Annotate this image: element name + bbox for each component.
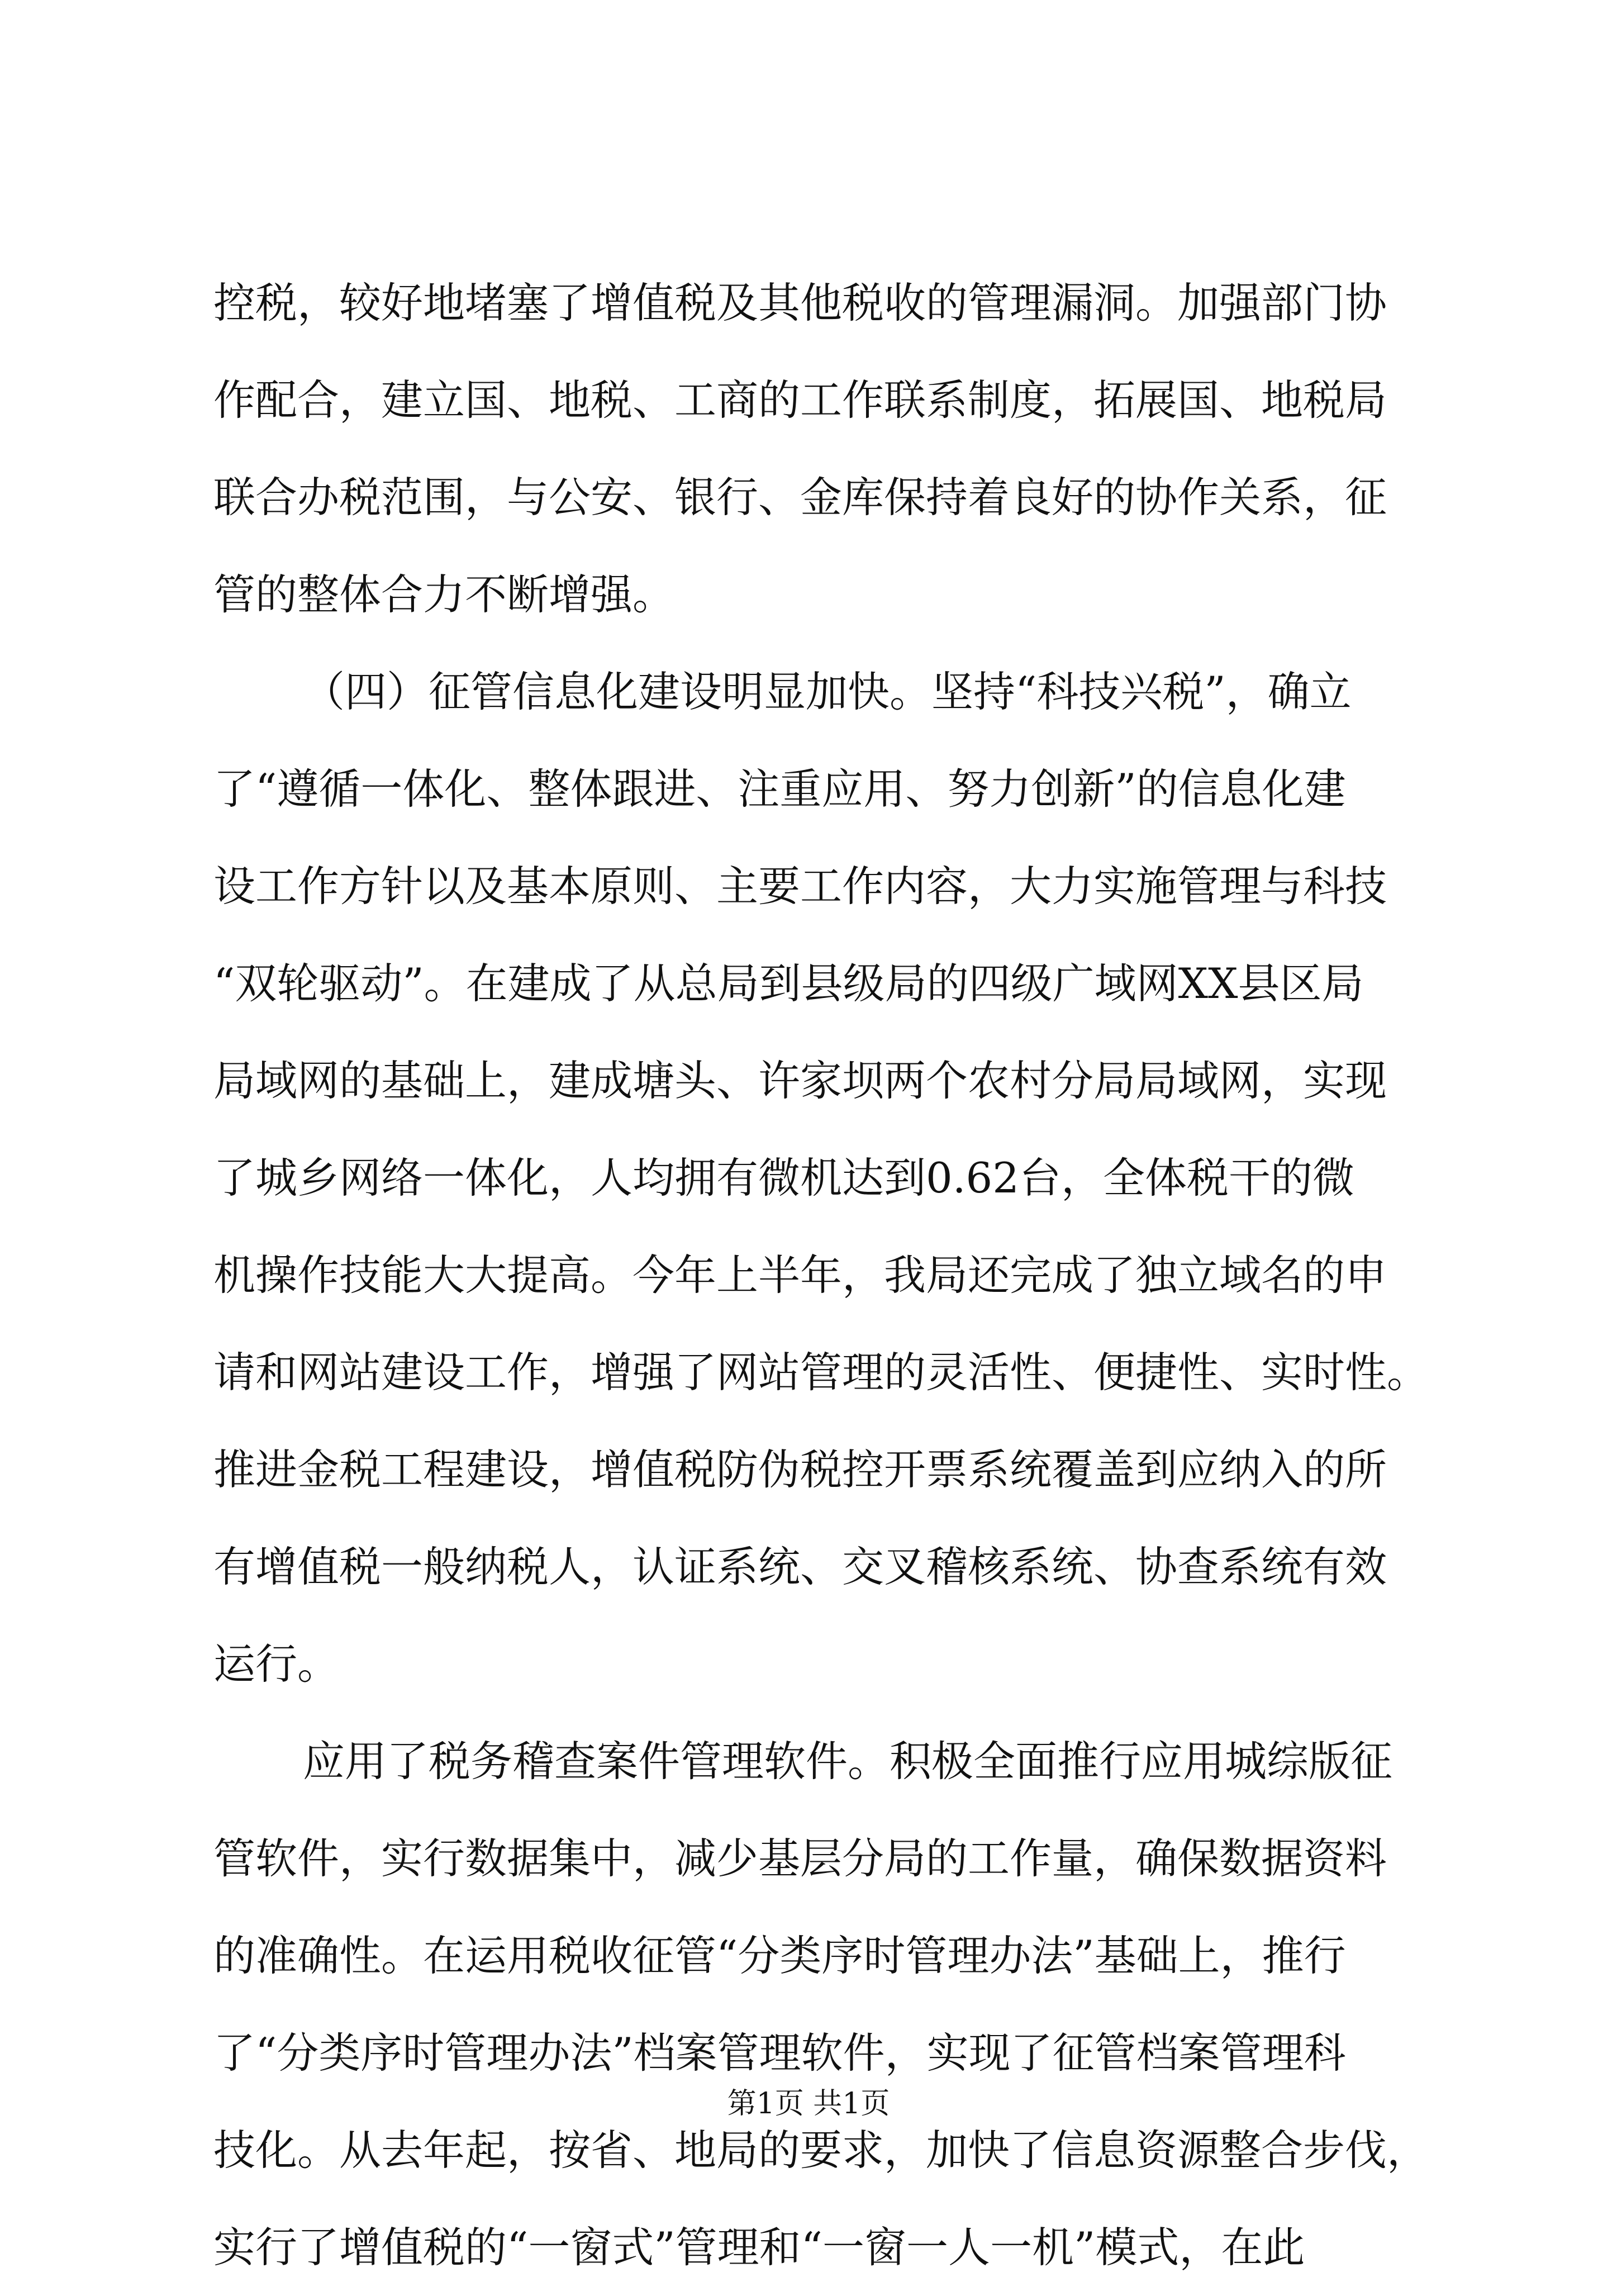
text-line: 请和网站建设工作，增强了网站管理的灵活性、便捷性、实时性。 <box>213 1348 1429 1397</box>
text-line: 管的整体合力不断增强。 <box>213 570 675 619</box>
text-line: 局域网的基础上，建成塘头、许家坝两个农村分局局域网，实现 <box>213 1056 1387 1105</box>
document-body <box>213 254 1429 2296</box>
text-line: 作配合，建立国、地税、工商的工作联系制度，拓展国、地税局 <box>213 375 1387 425</box>
text-line: 联合办税范围，与公安、银行、金库保持着良好的协作关系，征 <box>213 473 1387 522</box>
text-line: 的准确性。在运用税收征管“分类序时管理办法”基础上，推行 <box>213 1931 1346 1980</box>
page-footer <box>0 2081 1617 2126</box>
text-line: （四）征管信息化建设明显加快。坚持“科技兴税”，确立 <box>303 667 1352 716</box>
text-line: 技化。从去年起，按省、地局的要求，加快了信息资源整合步伐， <box>213 2126 1429 2175</box>
paragraph-3 <box>213 1713 1429 2296</box>
text-line: 运行。 <box>213 1639 340 1689</box>
text-line: 管软件，实行数据集中，减少基层分局的工作量，确保数据资料 <box>213 1834 1387 1883</box>
text-line: 机操作技能大大提高。今年上半年，我局还完成了独立域名的申 <box>213 1251 1387 1300</box>
text-line: 了“遵循一体化、整体跟进、注重应用、努力创新”的信息化建 <box>213 764 1346 814</box>
text-line: 有增值税一般纳税人，认证系统、交叉稽核系统、协查系统有效 <box>213 1542 1387 1591</box>
text-line: 推进金税工程建设，增值税防伪税控开票系统覆盖到应纳入的所 <box>213 1445 1387 1494</box>
text-line: 了城乡网络一体化，人均拥有微机达到0.62台，全体税干的微 <box>213 1153 1354 1202</box>
text-line: 控税，较好地堵塞了增值税及其他税收的管理漏洞。加强部门协 <box>213 278 1387 327</box>
text-line: “双轮驱动”。在建成了从总局到县级局的四级广域网XX县区局 <box>213 959 1364 1008</box>
text-line: 应用了税务稽查案件管理软件。积极全面推行应用城综版征 <box>303 1737 1393 1786</box>
text-line: 了“分类序时管理办法”档案管理软件，实现了征管档案管理科 <box>213 2028 1346 2078</box>
paragraph-2 <box>213 643 1429 1713</box>
page-number-label: 第1页 共1页 <box>727 2087 890 2121</box>
text-line: 实行了增值税的“一窗式”管理和“一窗一人一机”模式，在此 <box>213 2223 1305 2272</box>
text-line: 设工作方针以及基本原则、主要工作内容，大力实施管理与科技 <box>213 862 1387 911</box>
paragraph-1 <box>213 254 1409 643</box>
